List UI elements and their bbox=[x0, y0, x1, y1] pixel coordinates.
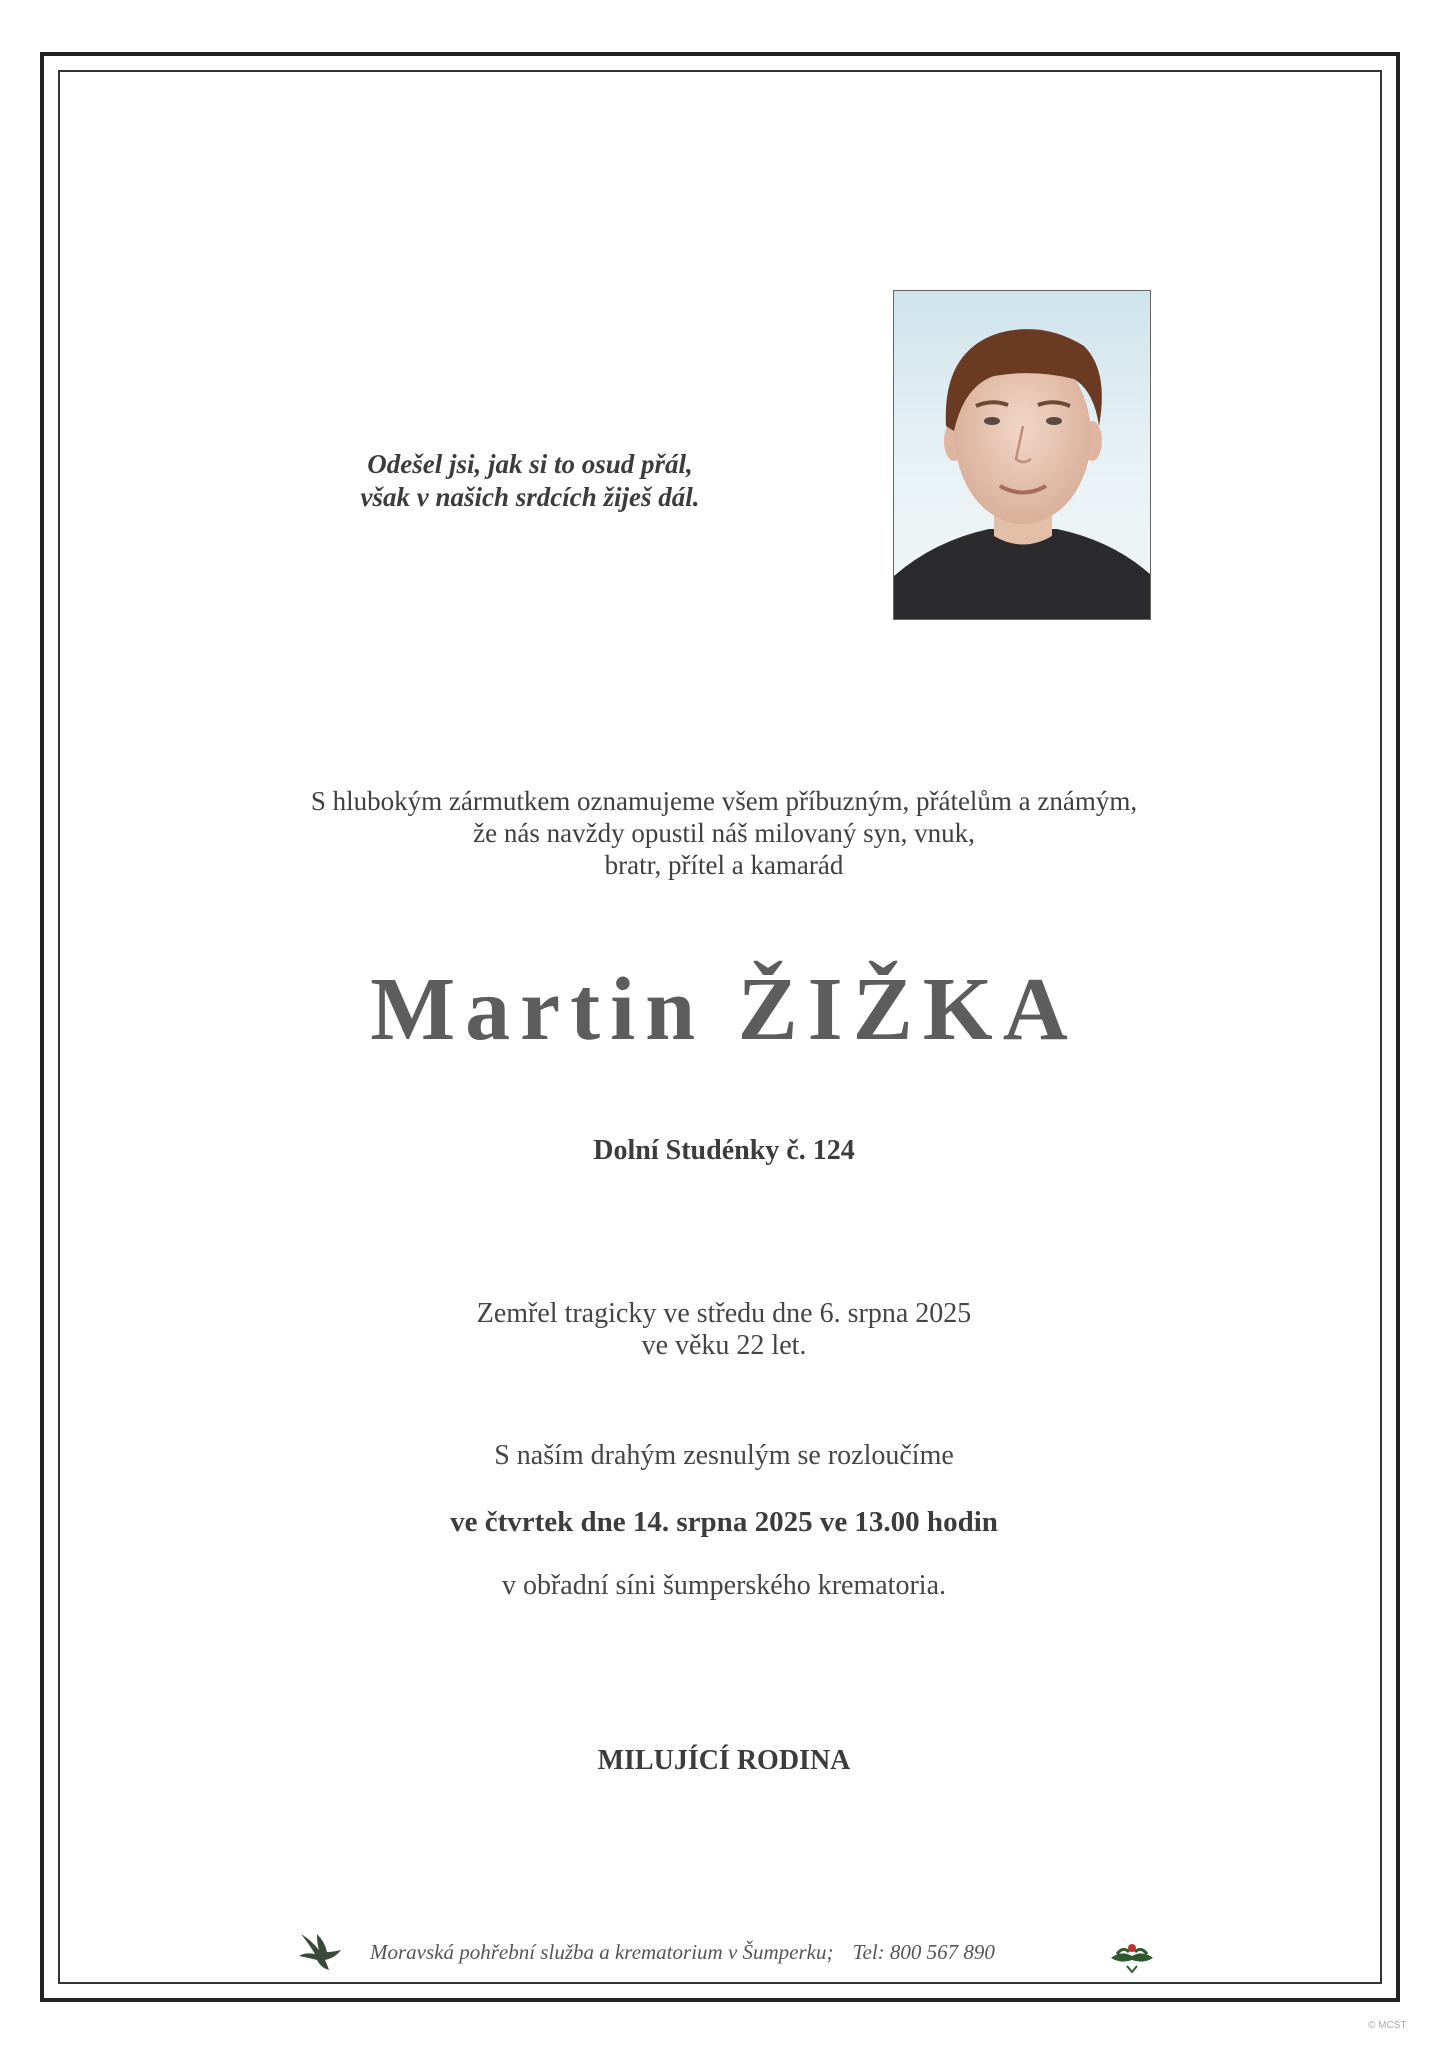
dove-icon bbox=[295, 1930, 345, 1974]
farewell-date-time: ve čtvrtek dne 14. srpna 2025 ve 13.00 hodin bbox=[450, 1506, 998, 1538]
footer-text bbox=[370, 1940, 995, 1965]
motto-line-2: však v našich srdcích žiješ dál. bbox=[360, 482, 700, 512]
deceased-address: Dolní Studénky č. 124 bbox=[593, 1135, 855, 1166]
portrait-photo bbox=[893, 290, 1151, 620]
deceased-name: Martin ŽIŽKA bbox=[370, 960, 1078, 1059]
footer-tel: Tel: 800 567 890 bbox=[852, 1940, 995, 1964]
death-line-1: Zemřel tragicky ve středu dne 6. srpna 2025 bbox=[476, 1298, 972, 1329]
wreath-icon bbox=[1107, 1936, 1157, 1974]
portrait-photo-icon bbox=[894, 291, 1151, 620]
announcement-text bbox=[0, 785, 1448, 881]
announcement-line-1: S hlubokým zármutkem oznamujeme všem příbuzným, přátelům a známým, bbox=[310, 786, 1138, 816]
farewell-location: v obřadní síni šumperského krematoria. bbox=[501, 1570, 946, 1601]
farewell-intro: S naším drahým zesnulým se rozloučíme bbox=[494, 1440, 954, 1471]
footer bbox=[295, 1930, 1165, 1980]
motto-verse bbox=[300, 448, 760, 514]
watermark-mark: © MCST bbox=[1368, 2020, 1407, 2031]
announcement-line-3: bratr, přítel a kamarád bbox=[604, 850, 844, 880]
death-line-2: ve věku 22 let. bbox=[641, 1330, 807, 1361]
footer-company: Moravská pohřební služba a krematorium v Šumperku; bbox=[370, 1940, 834, 1964]
death-notice bbox=[0, 1298, 1448, 1362]
signature: MILUJÍCÍ RODINA bbox=[597, 1745, 851, 1776]
motto-line-1: Odešel jsi, jak si to osud přál, bbox=[367, 449, 693, 479]
announcement-line-2: že nás navždy opustil náš milovaný syn, vnuk, bbox=[473, 818, 975, 848]
